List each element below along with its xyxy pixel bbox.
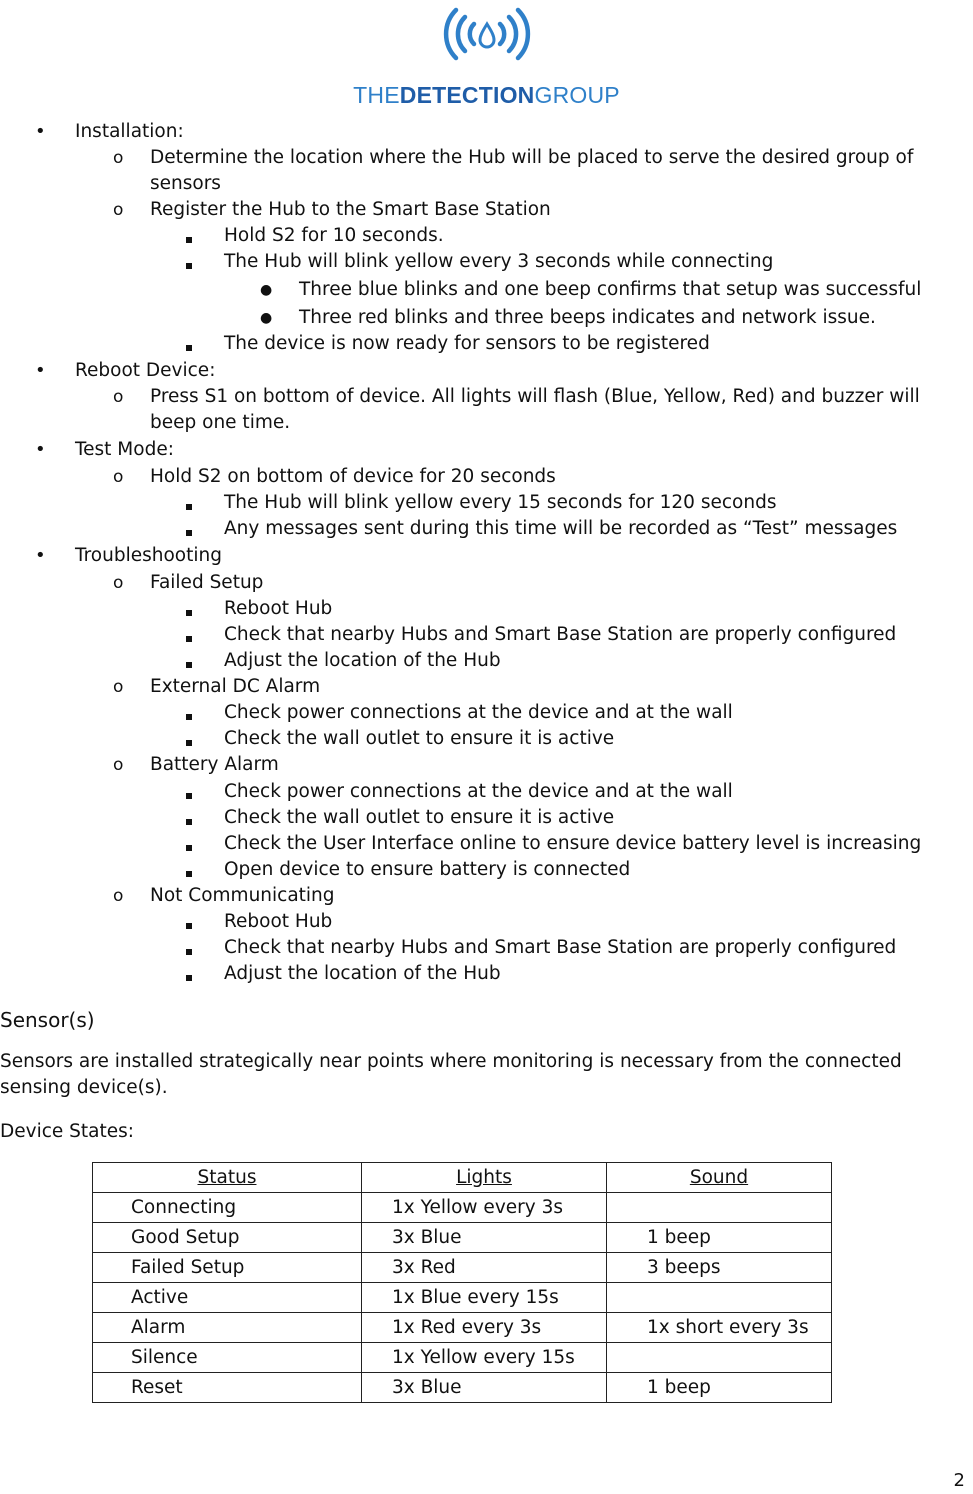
circle-bullet-icon: o [113,573,124,593]
table-row [93,1283,832,1313]
outline-line: Register the Hub to the Smart Base Station [150,199,551,220]
bullet-icon: • [35,439,46,460]
outline-line: Check the wall outlet to ensure it is active [224,807,615,828]
outline-line: Hold S2 for 10 seconds. [224,225,444,246]
square-bullet-icon [186,237,192,243]
outline-line: Troubleshooting [75,545,222,566]
outline-line: The device is now ready for sensors to be registered [224,333,710,354]
square-bullet-icon [186,819,192,825]
circle-bullet-icon: o [113,200,124,220]
table-cell: 1 beep [607,1223,832,1253]
logo-wordmark: THEDETECTIONGROUP [353,82,620,108]
bullet-icon: • [35,545,46,566]
company-logo [0,0,973,112]
outline-line: Press S1 on bottom of device. All lights will flash (Blue, Yellow, Red) and buzzer will [150,386,920,407]
header-sound: Sound [607,1163,832,1193]
square-bullet-icon [186,504,192,510]
table-cell: 3x Red [362,1253,607,1283]
square-bullet-icon [186,263,192,269]
outline-line: Adjust the location of the Hub [224,963,501,984]
outline-line: Adjust the location of the Hub [224,650,501,671]
table-cell: Good Setup [93,1223,362,1253]
table-cell: 3 beeps [607,1253,832,1283]
square-bullet-icon [186,740,192,746]
table-header-row [93,1163,832,1193]
outline-line: Check that nearby Hubs and Smart Base Station are properly configured [224,624,897,645]
page-number: 2 [953,1470,965,1491]
table-row [93,1313,832,1343]
circle-bullet-icon: o [113,886,124,906]
table-cell: 1x Red every 3s [362,1313,607,1343]
circle-bullet-icon: o [113,755,124,775]
table-cell: 1x Blue every 15s [362,1283,607,1313]
square-bullet-icon [186,871,192,877]
table-cell: 1 beep [607,1373,832,1403]
table-cell [607,1193,832,1223]
table-cell: Silence [93,1343,362,1373]
outline-line: The Hub will blink yellow every 15 seconds for 120 seconds [224,492,777,513]
outline-line: Three red blinks and three beeps indicates and network issue. [299,307,876,328]
circle-bullet-icon: o [113,148,124,168]
section-heading: Sensor(s) [0,1008,95,1032]
dot-bullet-icon: ● [260,310,273,326]
bullet-icon: • [35,121,46,142]
table-cell: 1x short every 3s [607,1313,832,1343]
signal-drop-icon [432,0,542,72]
device-states-table [92,1162,832,1403]
square-bullet-icon [186,923,192,929]
table-cell [607,1343,832,1373]
square-bullet-icon [186,793,192,799]
bullet-icon: • [35,360,46,381]
outline-line: Reboot Hub [224,911,333,932]
table-row [93,1253,832,1283]
circle-bullet-icon: o [113,387,124,407]
table-cell: 3x Blue [362,1373,607,1403]
outline-line: Reboot Hub [224,598,333,619]
header-status: Status [93,1163,362,1193]
outline-line: Not Communicating [150,885,335,906]
outline-line: Three blue blinks and one beep confirms that setup was successful [299,279,922,300]
table-cell [607,1283,832,1313]
square-bullet-icon [186,845,192,851]
device-states-label: Device States: [0,1121,134,1142]
outline-line: Check the wall outlet to ensure it is active [224,728,615,749]
square-bullet-icon [186,636,192,642]
outline-line: Any messages sent during this time will be recorded as “Test” messages [224,518,898,539]
outline-line: Check power connections at the device and at the wall [224,702,733,723]
outline-line: The Hub will blink yellow every 3 seconds while connecting [224,251,774,272]
outline-line: Failed Setup [150,572,264,593]
table-cell: 3x Blue [362,1223,607,1253]
square-bullet-icon [186,345,192,351]
circle-bullet-icon: o [113,677,124,697]
outline-line: Reboot Device: [75,360,216,381]
outline-line: Test Mode: [75,439,174,460]
table-cell: Reset [93,1373,362,1403]
square-bullet-icon [186,949,192,955]
table-cell: Failed Setup [93,1253,362,1283]
square-bullet-icon [186,530,192,536]
table-row [93,1223,832,1253]
table-cell: 1x Yellow every 15s [362,1343,607,1373]
table-cell: Connecting [93,1193,362,1223]
outline-line: Installation: [75,121,184,142]
outline-line: Check the User Interface online to ensure device battery level is increasing [224,833,922,854]
section-paragraph-line-1: Sensors are installed strategically near points where monitoring is necessary from the connected [0,1051,902,1072]
dot-bullet-icon: ● [260,282,273,298]
outline-line: External DC Alarm [150,676,321,697]
table-row [93,1373,832,1403]
header-lights: Lights [362,1163,607,1193]
table-cell: 1x Yellow every 3s [362,1193,607,1223]
section-paragraph-line-2: sensing device(s). [0,1077,168,1098]
outline-line: Hold S2 on bottom of device for 20 seconds [150,466,556,487]
outline-line: Open device to ensure battery is connected [224,859,631,880]
circle-bullet-icon: o [113,467,124,487]
outline-line: Battery Alarm [150,754,279,775]
square-bullet-icon [186,610,192,616]
square-bullet-icon [186,662,192,668]
outline-line: Check that nearby Hubs and Smart Base Station are properly configured [224,937,897,958]
square-bullet-icon [186,975,192,981]
square-bullet-icon [186,714,192,720]
outline-line: Determine the location where the Hub will be placed to serve the desired group of [150,147,914,168]
table-cell: Alarm [93,1313,362,1343]
table-row [93,1343,832,1373]
table-row [93,1193,832,1223]
outline-line: Check power connections at the device and at the wall [224,781,733,802]
outline-line: sensors [150,173,221,194]
table-cell: Active [93,1283,362,1313]
outline-line: beep one time. [150,412,291,433]
